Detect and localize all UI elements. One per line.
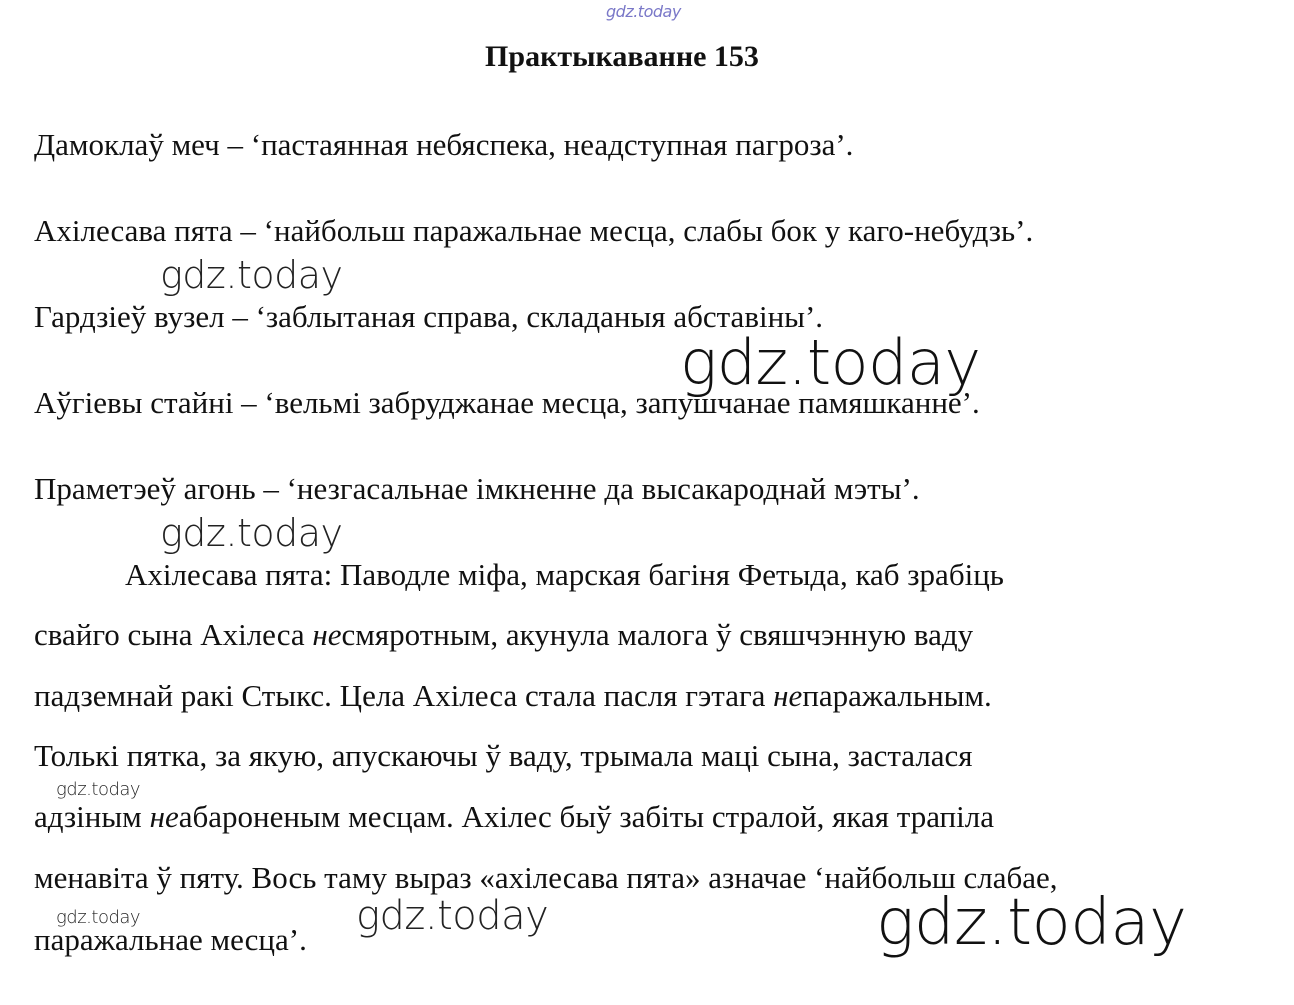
paragraph-line bbox=[34, 797, 994, 837]
emphasis-prefix: не bbox=[312, 617, 342, 652]
paragraph-line bbox=[34, 615, 973, 655]
idiom-gordian: Гардзіеў вузел – ‘заблытаная справа, складаныя абставіны’. bbox=[34, 299, 824, 334]
watermark: gdz.today bbox=[876, 886, 1187, 960]
text-run: падземнай ракі Стыкс. Цела Ахілеса стала пасля гэтага bbox=[34, 678, 774, 713]
paragraph-line: паражальнае месца’. bbox=[34, 922, 307, 957]
paragraph-line: Ахілесава пята: Паводле міфа, марская багіня Фетыда, каб зрабіць bbox=[125, 557, 1004, 592]
idiom-achilles: Ахілесава пята – ‘найбольш паражальнае месца, слабы бок у каго-небудзь’. bbox=[34, 213, 1034, 248]
paragraph-line bbox=[34, 676, 992, 716]
text-run: паражальным. bbox=[802, 678, 992, 713]
idiom-augean: Аўгіевы стайні – ‘вельмі забруджанае месца, запушчанае памяшканне’. bbox=[34, 385, 980, 420]
watermark: gdz.today bbox=[56, 907, 141, 928]
emphasis-prefix: не bbox=[149, 799, 179, 834]
watermark: gdz.today bbox=[160, 253, 343, 297]
text-run: адзіным bbox=[34, 799, 150, 834]
paragraph-line: менавіта ў пяту. Вось таму выраз «ахілесава пята» азначае ‘найбольш слабае, bbox=[34, 860, 1058, 895]
watermark: gdz.today bbox=[160, 511, 343, 555]
watermark: gdz.today bbox=[356, 893, 549, 939]
text-run: абароненым месцам. Ахілес быў забіты стралой, якая трапіла bbox=[178, 799, 994, 834]
text-run: свайго сына Ахілеса bbox=[34, 617, 313, 652]
watermark: gdz.today bbox=[56, 779, 141, 800]
watermark: gdz.today bbox=[606, 2, 681, 21]
page-title: Практыкаванне 153 bbox=[485, 40, 759, 73]
watermark: gdz.today bbox=[680, 326, 981, 399]
paragraph-line: Толькі пятка, за якую, апускаючы ў ваду, трымала маці сына, засталася bbox=[34, 738, 973, 773]
idiom-damocles: Дамоклаў меч – ‘пастаянная небяспека, неадступная пагроза’. bbox=[34, 127, 854, 162]
text-run: смяротным, акунула малога ў свяшчэнную ваду bbox=[341, 617, 974, 652]
idiom-promethean: Праметэеў агонь – ‘незгасальнае імкненне да высакароднай мэты’. bbox=[34, 471, 920, 506]
emphasis-prefix: не bbox=[773, 678, 803, 713]
